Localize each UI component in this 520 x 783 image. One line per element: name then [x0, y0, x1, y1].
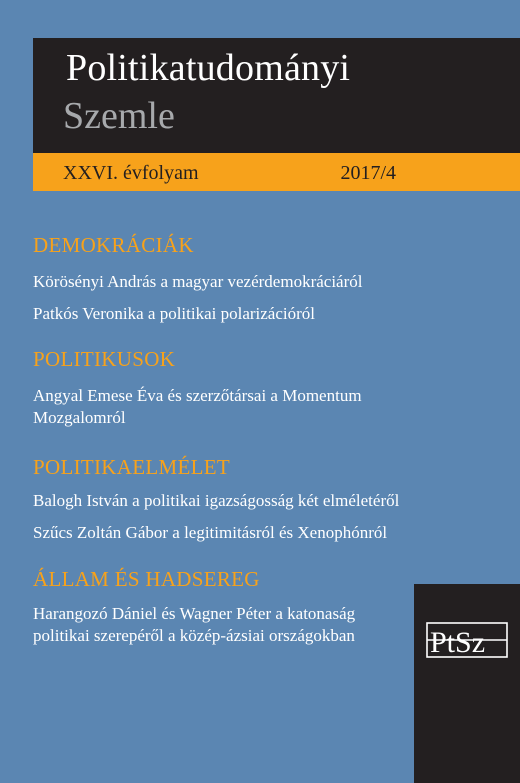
- toc-entry: Balogh István a politikai igazságosság két elméletéről: [33, 491, 400, 510]
- section-heading-democracies: DEMOKRÁCIÁK: [33, 233, 194, 257]
- logo-text: PtSz: [430, 626, 486, 659]
- section-heading-political-theory: POLITIKAELMÉLET: [33, 455, 230, 479]
- volume-label: XXVI. évfolyam: [63, 162, 199, 184]
- title-block: [33, 38, 520, 153]
- toc-entry: Harangozó Dániel és Wagner Péter a katonaság politikai szerepéről a közép-ázsiai országokban: [33, 604, 356, 645]
- toc-entry: Angyal Emese Éva és szerzőtársai a Momentum Mozgalomról: [33, 386, 362, 427]
- journal-title-line1: Politikatudományi: [66, 47, 351, 89]
- issue-band: [33, 153, 520, 191]
- logo-block: [414, 584, 520, 783]
- issue-number: 2017/4: [340, 162, 396, 184]
- section-heading-politicians: POLITIKUSOK: [33, 347, 176, 371]
- toc-entry: Patkós Veronika a politikai polarizációról: [33, 304, 316, 323]
- toc-entry: Szűcs Zoltán Gábor a legitimitásról és Xenophónról: [33, 523, 388, 542]
- toc-entry: Körösényi András a magyar vezérdemokráciáról: [33, 272, 363, 291]
- ptsz-logo-icon: [424, 620, 510, 660]
- section-heading-state-and-army: ÁLLAM ÉS HADSEREG: [33, 567, 260, 591]
- journal-title-line2: Szemle: [63, 95, 175, 137]
